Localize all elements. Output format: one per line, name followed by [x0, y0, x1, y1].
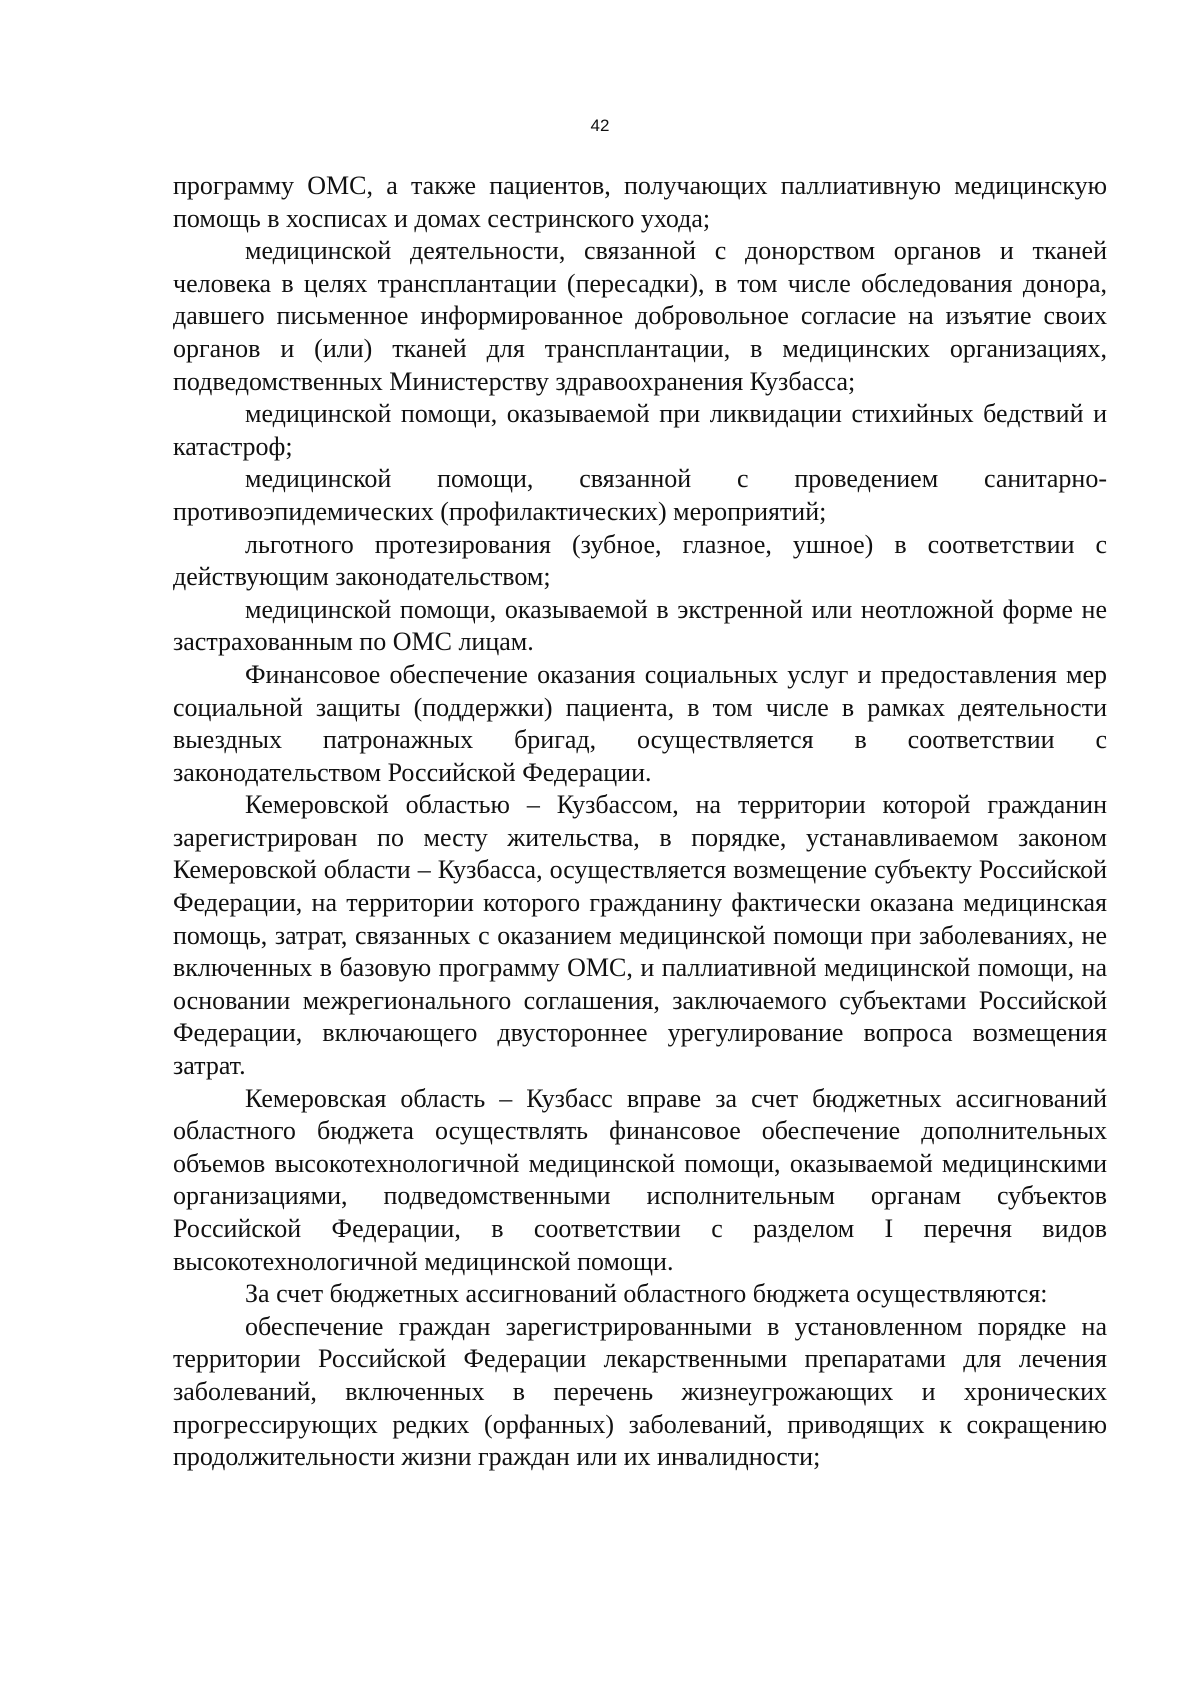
paragraph-disaster-care: медицинской помощи, оказываемой при ликвидации стихийных бедствий и катастроф;: [173, 399, 1107, 461]
paragraph-high-tech-care: Кемеровская область – Кузбасс вправе за счет бюджетных ассигнований областного бюджета осуществлять финансовое обеспечение дополнительных объемов высокотехнологичной медицинской помощи, оказываемой медицинскими организациями, подведомственными исполнительным органам субъектов Российской Федерации, в соответствии с разделом I перечня видов высокотехнологичной медицинской помощи.: [173, 1083, 1107, 1276]
document-body: [173, 170, 1107, 1474]
paragraph-sanitary-measures: медицинской помощи, связанной с проведением санитарно-противоэпидемических (профилактических) мероприятий;: [173, 464, 1107, 526]
paragraph-budget-funded: За счет бюджетных ассигнований областного бюджета осуществляются:: [245, 1279, 1048, 1309]
paragraph-cost-reimbursement: Кемеровской областью – Кузбассом, на территории которой гражданин зарегистрирован по месту жительства, в порядке, устанавливаемом законом Кемеровской области – Кузбасса, осуществляется возмещение субъекту Российской Федерации, на территории которого гражданину фактически оказана медицинская помощь, затрат, связанных с оказанием медицинской помощи при заболеваниях, не включенных в базовую программу ОМС, и паллиативной медицинской помощи, на основании межрегионального соглашения, заключаемого субъектами Российской Федерации, включающего двустороннее урегулирование вопроса возмещения затрат.: [173, 790, 1107, 1081]
paragraph-social-services: Финансовое обеспечение оказания социальных услуг и предоставления мер социальной защиты (поддержки) пациента, в том числе в рамках деятельности выездных патронажных бригад, осуществляется в соответствии с законодательством Российской Федерации.: [173, 659, 1107, 787]
paragraph-emergency-uninsured: медицинской помощи, оказываемой в экстренной или неотложной форме не застрахованным по ОМС лицам.: [173, 594, 1107, 657]
paragraph-orphan-drugs: обеспечение граждан зарегистрированными в установленном порядке на территории Российской Федерации лекарственными препаратами для лечения заболеваний, включенных в перечень жизнеугрожающих и хронических прогрессирующих редких (орфанных) заболеваний, приводящих к сокращению продолжительности жизни граждан или их инвалидности;: [173, 1311, 1107, 1472]
paragraph-prosthetics: льготного протезирования (зубное, глазное, ушное) в соответствии с действующим законодательством;: [173, 529, 1107, 592]
paragraph-continuation: программу ОМС, а также пациентов, получающих паллиативную медицинскую помощь в хосписах и домах сестринского ухода;: [173, 171, 1107, 233]
paragraph-donor-activity: медицинской деятельности, связанной с донорством органов и тканей человека в целях трансплантации (пересадки), в том числе обследования донора, давшего письменное информированное добровольное согласие на изъятие своих органов и (или) тканей для трансплантации, в медицинских организациях, подведомственных Министерству здравоохранения Кузбасса;: [173, 236, 1107, 396]
page-number: 42: [590, 116, 610, 135]
